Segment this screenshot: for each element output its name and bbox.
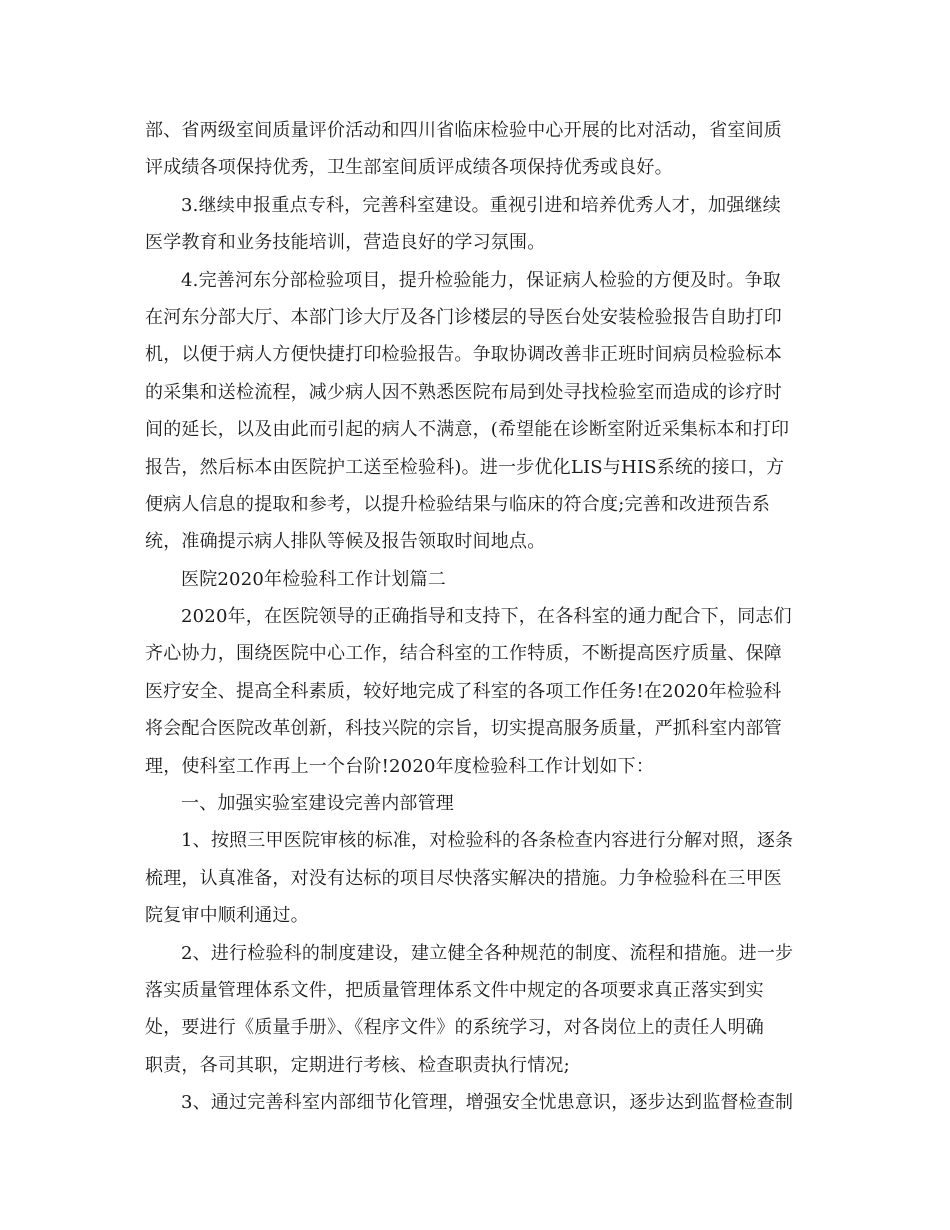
text-line: 医学教育和业务技能培训，营造良好的学习氛围。	[145, 232, 546, 254]
text-line: 的采集和送检流程，减少病人因不熟悉医院布局到处寻找检验室而造成的诊疗时	[145, 381, 782, 403]
text-line: 评成绩各项保持优秀，卫生部室间质评成绩各项保持优秀或良好。	[145, 157, 673, 179]
document-body	[145, 112, 810, 1122]
text-line: 医疗安全、提高全科素质，较好地完成了科室的各项工作任务!在2020年检验科	[145, 680, 782, 702]
text-line: 机，以便于病人方便快捷打印检验报告。争取协调改善非正班时间病员检验标本	[145, 344, 782, 366]
text-line: 1、按照三甲医院审核的标准，对检验科的各条检查内容进行分解对照，逐条	[181, 830, 794, 852]
text-line: 理，使科室工作再上一个台阶!2020年度检验科工作计划如下：	[145, 755, 655, 777]
text-line: 部、省两级室间质量评价活动和四川省临床检验中心开展的比对活动，省室间质	[145, 120, 782, 141]
text-line: 处，要进行《质量手册》、《程序文件》的系统学习，对各岗位上的责任人明确	[145, 1017, 764, 1039]
text-line: 在河东分部大厅、本部门诊大厅及各门诊楼层的导医台处安装检验报告自助打印	[145, 306, 782, 328]
text-line: 2、进行检验科的制度建设，建立健全各种规范的制度、流程和措施。进一步	[181, 942, 794, 964]
text-line: 3.继续申报重点专科，完善科室建设。重视引进和培养优秀人才，加强继续	[181, 194, 781, 216]
text-line: 便病人信息的提取和参考，以提升检验结果与临床的符合度;完善和改进预告系	[145, 493, 771, 515]
text-line: 将会配合医院改革创新，科技兴院的宗旨，切实提高服务质量，严抓科室内部管	[145, 718, 782, 740]
text-line: 医院2020年检验科工作计划篇二	[181, 568, 447, 590]
text-line: 落实质量管理体系文件，把质量管理体系文件中规定的各项要求真正落实到实	[145, 979, 764, 1001]
text-line: 间的延长，以及由此而引起的病人不满意，(希望能在诊断室附近采集标本和打印	[145, 419, 790, 441]
text-line: 院复审中顺利通过。	[145, 905, 309, 927]
text-line: 3、通过完善科室内部细节化管理，增强安全忧患意识，逐步达到监督检查制	[181, 1092, 794, 1114]
text-line: 梳理，认真准备，对没有达标的项目尽快落实解决的措施。力争检验科在三甲医	[145, 867, 782, 889]
text-line: 齐心协力，围绕医院中心工作，结合科室的工作特质，不断提高医疗质量、保障	[145, 643, 782, 665]
text-line: 职责，各司其职，定期进行考核、检查职责执行情况;	[145, 1054, 570, 1076]
text-line: 4.完善河东分部检验项目，提升检验能力，保证病人检验的方便及时。争取	[181, 269, 781, 291]
text-line: 报告，然后标本由医院护工送至检验科)。进一步优化LIS与HIS系统的接口，方	[145, 456, 785, 478]
text-line: 一、加强实验室建设完善内部管理	[181, 793, 454, 815]
text-line: 2020年，在医院领导的正确指导和支持下，在各科室的通力配合下，同志们	[181, 606, 792, 628]
text-line: 统，准确提示病人排队等候及报告领取时间地点。	[145, 531, 546, 553]
